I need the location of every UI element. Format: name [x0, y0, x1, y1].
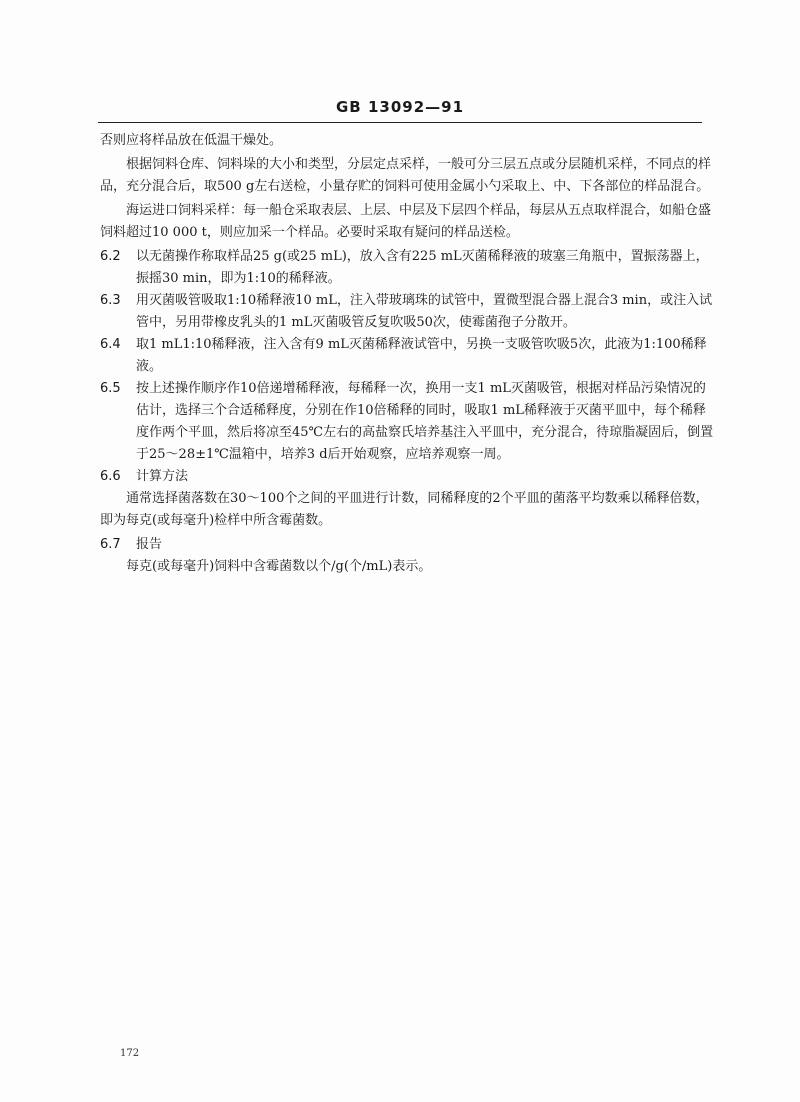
- header-rule: [98, 122, 702, 123]
- section-title: 报告: [136, 537, 163, 552]
- section-text: 取1 mL1:10稀释液，注入含有9 mL灭菌稀释液试管中，另换一支吸管吹吸5次，此液为1:100稀释液。: [136, 337, 707, 374]
- section-text: 用灭菌吸管吸取1:10稀释液10 mL，注入带玻璃珠的试管中，置微型混合器上混合3 min，或注入试管中，另用带橡皮乳头的1 mL灭菌吸管反复吹吸50次，使霉菌孢子分散开。: [136, 293, 713, 330]
- section-6-5: [100, 378, 714, 466]
- section-number: 6.3: [100, 293, 121, 308]
- section-6-7-heading: [100, 534, 714, 556]
- section-title: 计算方法: [136, 469, 189, 484]
- section-number: 6.5: [100, 381, 121, 396]
- section-6-2: [100, 246, 714, 290]
- paragraph-sampling-import: 海运进口饲料采样：每一船仓采取表层、上层、中层及下层四个样品，每层从五点取样混合，如船仓盛饲料超过10 000 t，则应加采一个样品。必要时采取有疑问的样品送检。: [100, 203, 712, 240]
- document-body: [100, 130, 714, 580]
- section-text: 以无菌操作称取样品25 g(或25 mL)，放入含有225 mL灭菌稀释液的玻塞三角瓶中，置振荡器上，振摇30 min，即为1:10的稀释液。: [136, 249, 709, 286]
- section-number: 6.6: [100, 469, 121, 484]
- section-number: 6.4: [100, 337, 121, 352]
- paragraph-sampling-warehouse: 根据饲料仓库、饲料垛的大小和类型，分层定点采样，一般可分三层五点或分层随机采样，不同点的样品，充分混合后，取500 g左右送检，小量存贮的饲料可使用金属小勺采取上、中、下各部位的样品混合。: [100, 157, 712, 194]
- standard-code-header: GB 13092—91: [335, 98, 465, 116]
- section-6-4: [100, 334, 714, 378]
- section-number: 6.2: [100, 249, 121, 264]
- section-text: 按上述操作顺序作10倍递增稀释液，每稀释一次，换用一支1 mL灭菌吸管，根据对样品污染情况的估计，选择三个合适稀释度，分别在作10倍稀释的同时，吸取1 mL稀释液于灭菌平皿中，每个稀释度作两个平皿，然后将凉至45℃左右的高盐察氏培养基注入平皿中，充分混合，待琼脂凝固后，倒置于25～28±1℃温箱中，培养3 d后开始观察，应培养观察一周。: [136, 381, 714, 462]
- section-6-7-text: 每克(或每毫升)饲料中含霉菌数以个/g(个/mL)表示。: [126, 559, 432, 574]
- section-6-6-text: 通常选择菌落数在30～100个之间的平皿进行计数，同稀释度的2个平皿的菌落平均数乘以稀释倍数，即为每克(或每毫升)检样中所含霉菌数。: [100, 491, 709, 528]
- section-6-3: [100, 290, 714, 334]
- page-number: 172: [120, 1048, 140, 1059]
- paragraph-continuation: 否则应将样品放在低温干燥处。: [100, 133, 283, 148]
- section-number: 6.7: [100, 537, 121, 552]
- section-6-6-heading: [100, 466, 714, 488]
